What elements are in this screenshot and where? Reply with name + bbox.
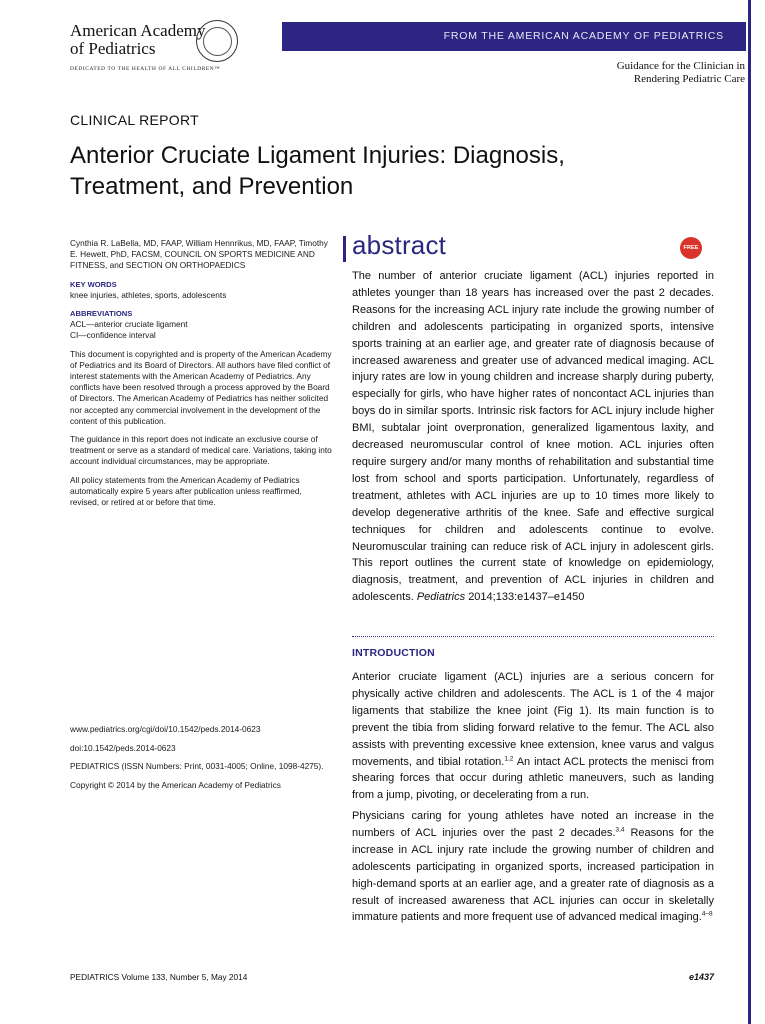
article-url[interactable]: www.pediatrics.org/cgi/doi/10.1542/peds.2014-0623 bbox=[70, 724, 261, 734]
abbreviations-heading: ABBREVIATIONS bbox=[70, 309, 133, 319]
article-doi: doi:10.1542/peds.2014-0623 bbox=[70, 742, 176, 753]
introduction-paragraph-2 bbox=[352, 808, 714, 926]
introduction-heading: INTRODUCTION bbox=[352, 647, 435, 659]
abbreviation-acl: ACL—anterior cruciate ligament bbox=[70, 319, 188, 330]
org-name-line2: of Pediatrics bbox=[70, 39, 156, 58]
abstract-citation-details: 2014;133:e1437–e1450 bbox=[468, 591, 585, 604]
abstract-citation-journal: Pediatrics bbox=[416, 591, 466, 604]
keywords-heading: KEY WORDS bbox=[70, 279, 117, 289]
intro-p1-tail: An intact ACL protects the menisci from shearing forces that occur during athletic maneuvers, such as landing from a jump, pivoting, or decelerating from a run. bbox=[352, 755, 714, 802]
copyright-line: Copyright © 2014 by the American Academy of Pediatrics bbox=[70, 780, 281, 791]
right-edge-rule bbox=[748, 0, 751, 1024]
article-title bbox=[70, 140, 630, 202]
policy-expiry-note: All policy statements from the American Academy of Pediatrics automatically expire 5 years after publication unless reaffirmed, revised, or retired at or before that time. bbox=[70, 474, 302, 508]
org-tagline: DEDICATED TO THE HEALTH OF ALL CHILDREN™ bbox=[70, 66, 221, 72]
aap-seal-icon bbox=[196, 20, 238, 62]
article-title-line1: Anterior Cruciate Ligament Injuries: Diagnosis, bbox=[70, 142, 565, 169]
abstract-text: The number of anterior cruciate ligament (ACL) injuries reported in athletes younger than 18 years has increased over the past 2 decades. Reasons for the increasing ACL injury rate include the growing number of children and adolescents participating in organized sports, intensive sports training at an earlier age, and greater rate of diagnosis because of increased awareness and greater use of advanced medical imaging. ACL injury rates are low in young children and increase sharply during puberty, especially for girls, who have higher rates of noncontact ACL injuries than boys do in similar sports. Intrinsic risk factors for ACL injury include higher BMI, subtalar joint overpronation, generalized ligamentous laxity, and decreased neuromuscular control of knee motion. ACL injuries often require surgery and/or many months of rehabilitation and substantial time lost from school and sports participation. Unfortunately, regardless of treatment, athletes with ACL injuries are up to 10 times more likely to develop degenerative arthritis of the knee. Safe and effective surgical techniques for children and adolescents continue to evolve. Neuromuscular training can reduce risk of ACL injury in adolescent girls. This report outlines the current state of knowledge on epidemiology, diagnosis, treatment, and prevention of ACL injuries in children and adolescents. bbox=[352, 270, 714, 604]
author-list: Cynthia R. LaBella, MD, FAAP, William Hennrikus, MD, FAAP, Timothy E. Hewett, PhD, FACSM, COUNCIL ON SPORTS MEDICINE AND FITNESS, and SECTION ON ORTHOPAEDICS bbox=[70, 238, 328, 271]
left-sidebar bbox=[70, 238, 332, 515]
guidance-line1: Guidance for the Clinician in bbox=[616, 60, 745, 72]
publication-info bbox=[70, 724, 332, 799]
introduction-paragraph-1 bbox=[352, 669, 714, 804]
free-badge: FREE bbox=[680, 237, 702, 259]
abstract-heading: abstract bbox=[352, 230, 447, 260]
abstract-accent-bar bbox=[343, 236, 346, 262]
page-number: e1437 bbox=[688, 972, 714, 982]
header-banner: FROM THE AMERICAN ACADEMY OF PEDIATRICS bbox=[282, 22, 746, 51]
intro-p1-text: Anterior cruciate ligament (ACL) injuries are a serious concern for physically active children and adolescents. The ACL is 1 of the 4 major ligaments that stabilize the knee joint (Fig 1). Its main function is to prevent the tibia from sliding forward relative to the femur. The ACL also assists with preventing excessive knee extension, knee varus and valgus movements, and tibial rotation. bbox=[352, 671, 714, 768]
section-divider bbox=[352, 636, 714, 638]
intro-p2-mid: Reasons for the increase in ACL injury rate include the growing number of children and adolescents participating in organized sports, increased participation in high-demand sports at an earlier age, and a greater rate of diagnosis as a result of increased awareness that ACL injuries can occur in skeletally immature patients and more frequent use of advanced medical imaging. bbox=[352, 826, 714, 924]
abbreviation-ci: CI—confidence interval bbox=[70, 330, 156, 341]
journal-footer: PEDIATRICS Volume 133, Number 5, May 2014 bbox=[70, 972, 248, 982]
guidance-disclaimer: The guidance in this report does not indicate an exclusive course of treatment or serve as a standard of medical care. Variations, taking into account individual circumstances, may be appropriate. bbox=[70, 434, 332, 467]
report-type-label: CLINICAL REPORT bbox=[70, 112, 199, 128]
org-name-line1: American Academy bbox=[70, 21, 206, 40]
keywords: knee injuries, athletes, sports, adolescents bbox=[70, 289, 227, 300]
article-title-line2: Treatment, and Prevention bbox=[70, 173, 354, 200]
citation-ref[interactable]: 3,4 bbox=[615, 826, 625, 834]
issn-info: PEDIATRICS (ISSN Numbers: Print, 0031-4005; Online, 1098-4275). bbox=[70, 761, 324, 772]
intro-p2-text: Physicians caring for young athletes have noted an increase in the numbers of ACL injuries over the past 2 decades. bbox=[352, 810, 714, 839]
citation-ref[interactable]: 1,2 bbox=[504, 754, 514, 762]
abstract-body bbox=[352, 268, 714, 606]
copyright-statement: This document is copyrighted and is property of the American Academy of Pediatrics and its Board of Directors. All authors have filed conflict of interest statements with the American Academy of Pediatrics. Any conflicts have been resolved through a process approved by the Board of Directors. The American Academy of Pediatrics has neither solicited nor accepted any commercial involvement in the development of the content of this publication. bbox=[70, 348, 332, 426]
citation-ref[interactable]: 4–8 bbox=[701, 910, 713, 918]
guidance-line2: Rendering Pediatric Care bbox=[633, 73, 745, 85]
